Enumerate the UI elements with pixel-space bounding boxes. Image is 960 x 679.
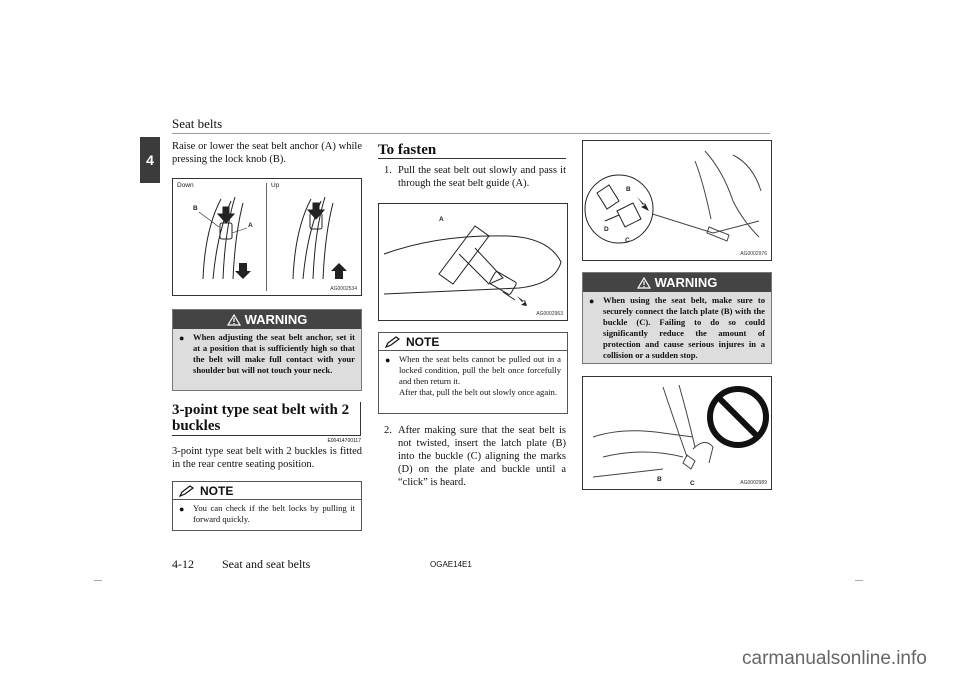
note-box-lock (172, 481, 362, 531)
figure-label-c: C (690, 480, 695, 487)
step-1-text: Pull the seat belt out slowly and pass it through the seat belt guide (A). (398, 165, 566, 189)
anchor-illustration (173, 179, 361, 295)
figure-label-d: D (604, 226, 609, 233)
bullet-icon: ● (589, 296, 595, 306)
step-1-number: 1. (384, 165, 392, 176)
crop-mark (855, 580, 863, 581)
warning-text: When adjusting the seat belt anchor, set it at a position that is sufficiently high so that the belt will make full contact with your shoulder but will not touch your neck. (193, 332, 355, 375)
figure-label-down: Down (177, 182, 194, 189)
note-title: NOTE (406, 334, 440, 349)
figure-code: AG0002976 (740, 251, 767, 257)
figure-label-a: A (248, 222, 253, 229)
step-2-text: After making sure that the seat belt is not twisted, insert the latch plate (B) into the buckle (C) aligning the marks (D) on the plate and buckle until a “click” is heard. (398, 425, 566, 488)
section-code: E00414700117 (327, 438, 361, 444)
note-text (399, 354, 561, 398)
bullet-icon: ● (179, 333, 185, 343)
figure-label-b: B (626, 186, 631, 193)
note-pencil-icon (179, 485, 195, 497)
figure-anchor-adjust (172, 178, 362, 296)
heading-side-rule (360, 402, 361, 435)
step-2 (384, 424, 566, 489)
bullet-icon: ● (385, 355, 391, 365)
to-fasten-rule (378, 158, 566, 159)
figure-wrong-usage (582, 376, 772, 490)
warning-triangle-icon (227, 314, 241, 326)
page-number: 4-12 (172, 557, 194, 571)
wrong-usage-illustration (583, 377, 771, 489)
figure-label-b: B (657, 476, 662, 483)
note-header (173, 482, 361, 500)
figure-label-b: B (193, 205, 198, 212)
figure-code: AG0002989 (740, 480, 767, 486)
figure-code: AG0002534 (330, 286, 357, 292)
warning-header (583, 273, 771, 292)
figure-label-c: C (625, 237, 630, 244)
belt-guide-illustration (379, 204, 567, 320)
bullet-icon: ● (179, 504, 185, 514)
section-heading: 3-point type seat belt with 2 buckles (172, 402, 350, 434)
figure-label-a: A (439, 216, 444, 223)
watermark: carmanualsonline.info (742, 648, 927, 669)
warning-title: WARNING (654, 275, 718, 290)
to-fasten-heading: To fasten (378, 142, 437, 158)
chapter-tab: 4 (140, 137, 160, 183)
figure-belt-guide (378, 203, 568, 321)
header-rule (172, 133, 770, 134)
note-text: You can check if the belt locks by pulling it forward quickly. (193, 503, 355, 524)
warning-header (173, 310, 361, 329)
section-paragraph: 3-point type seat belt with 2 buckles is fitted in the rear centre seating position. (172, 446, 362, 470)
note-text-line2: After that, pull the belt out slowly once again. (399, 387, 557, 397)
heading-rule (172, 435, 361, 436)
figure-code: AG0002963 (536, 311, 563, 317)
warning-box-anchor (172, 309, 362, 391)
latch-buckle-illustration (583, 141, 771, 260)
figure-label-up: Up (271, 182, 280, 189)
step-1 (384, 164, 566, 190)
running-header: Seat belts (172, 116, 223, 131)
note-pencil-icon (385, 336, 401, 348)
footer-chapter: Seat and seat belts (222, 557, 311, 571)
warning-text: When using the seat belt, make sure to securely connect the latch plate (B) with the buckle (C). Failing to do so could significantly reduce the amount of protection and cause serious injures in a collision or a sudden stop. (603, 295, 765, 360)
warning-title: WARNING (244, 312, 308, 327)
warning-triangle-icon (637, 277, 651, 289)
note-box-locked (378, 332, 568, 414)
crop-mark (94, 580, 102, 581)
intro-paragraph: Raise or lower the seat belt anchor (A) while pressing the lock knob (B). (172, 141, 362, 165)
warning-box-latch (582, 272, 772, 364)
note-text-line1: When the seat belts cannot be pulled out in a locked condition, pull the belt once forcefully and then return it. (399, 354, 561, 386)
note-header (379, 333, 567, 351)
model-code: OGAE14E1 (430, 560, 472, 569)
step-2-number: 2. (384, 425, 392, 436)
note-title: NOTE (200, 483, 234, 498)
figure-latch-buckle (582, 140, 772, 261)
